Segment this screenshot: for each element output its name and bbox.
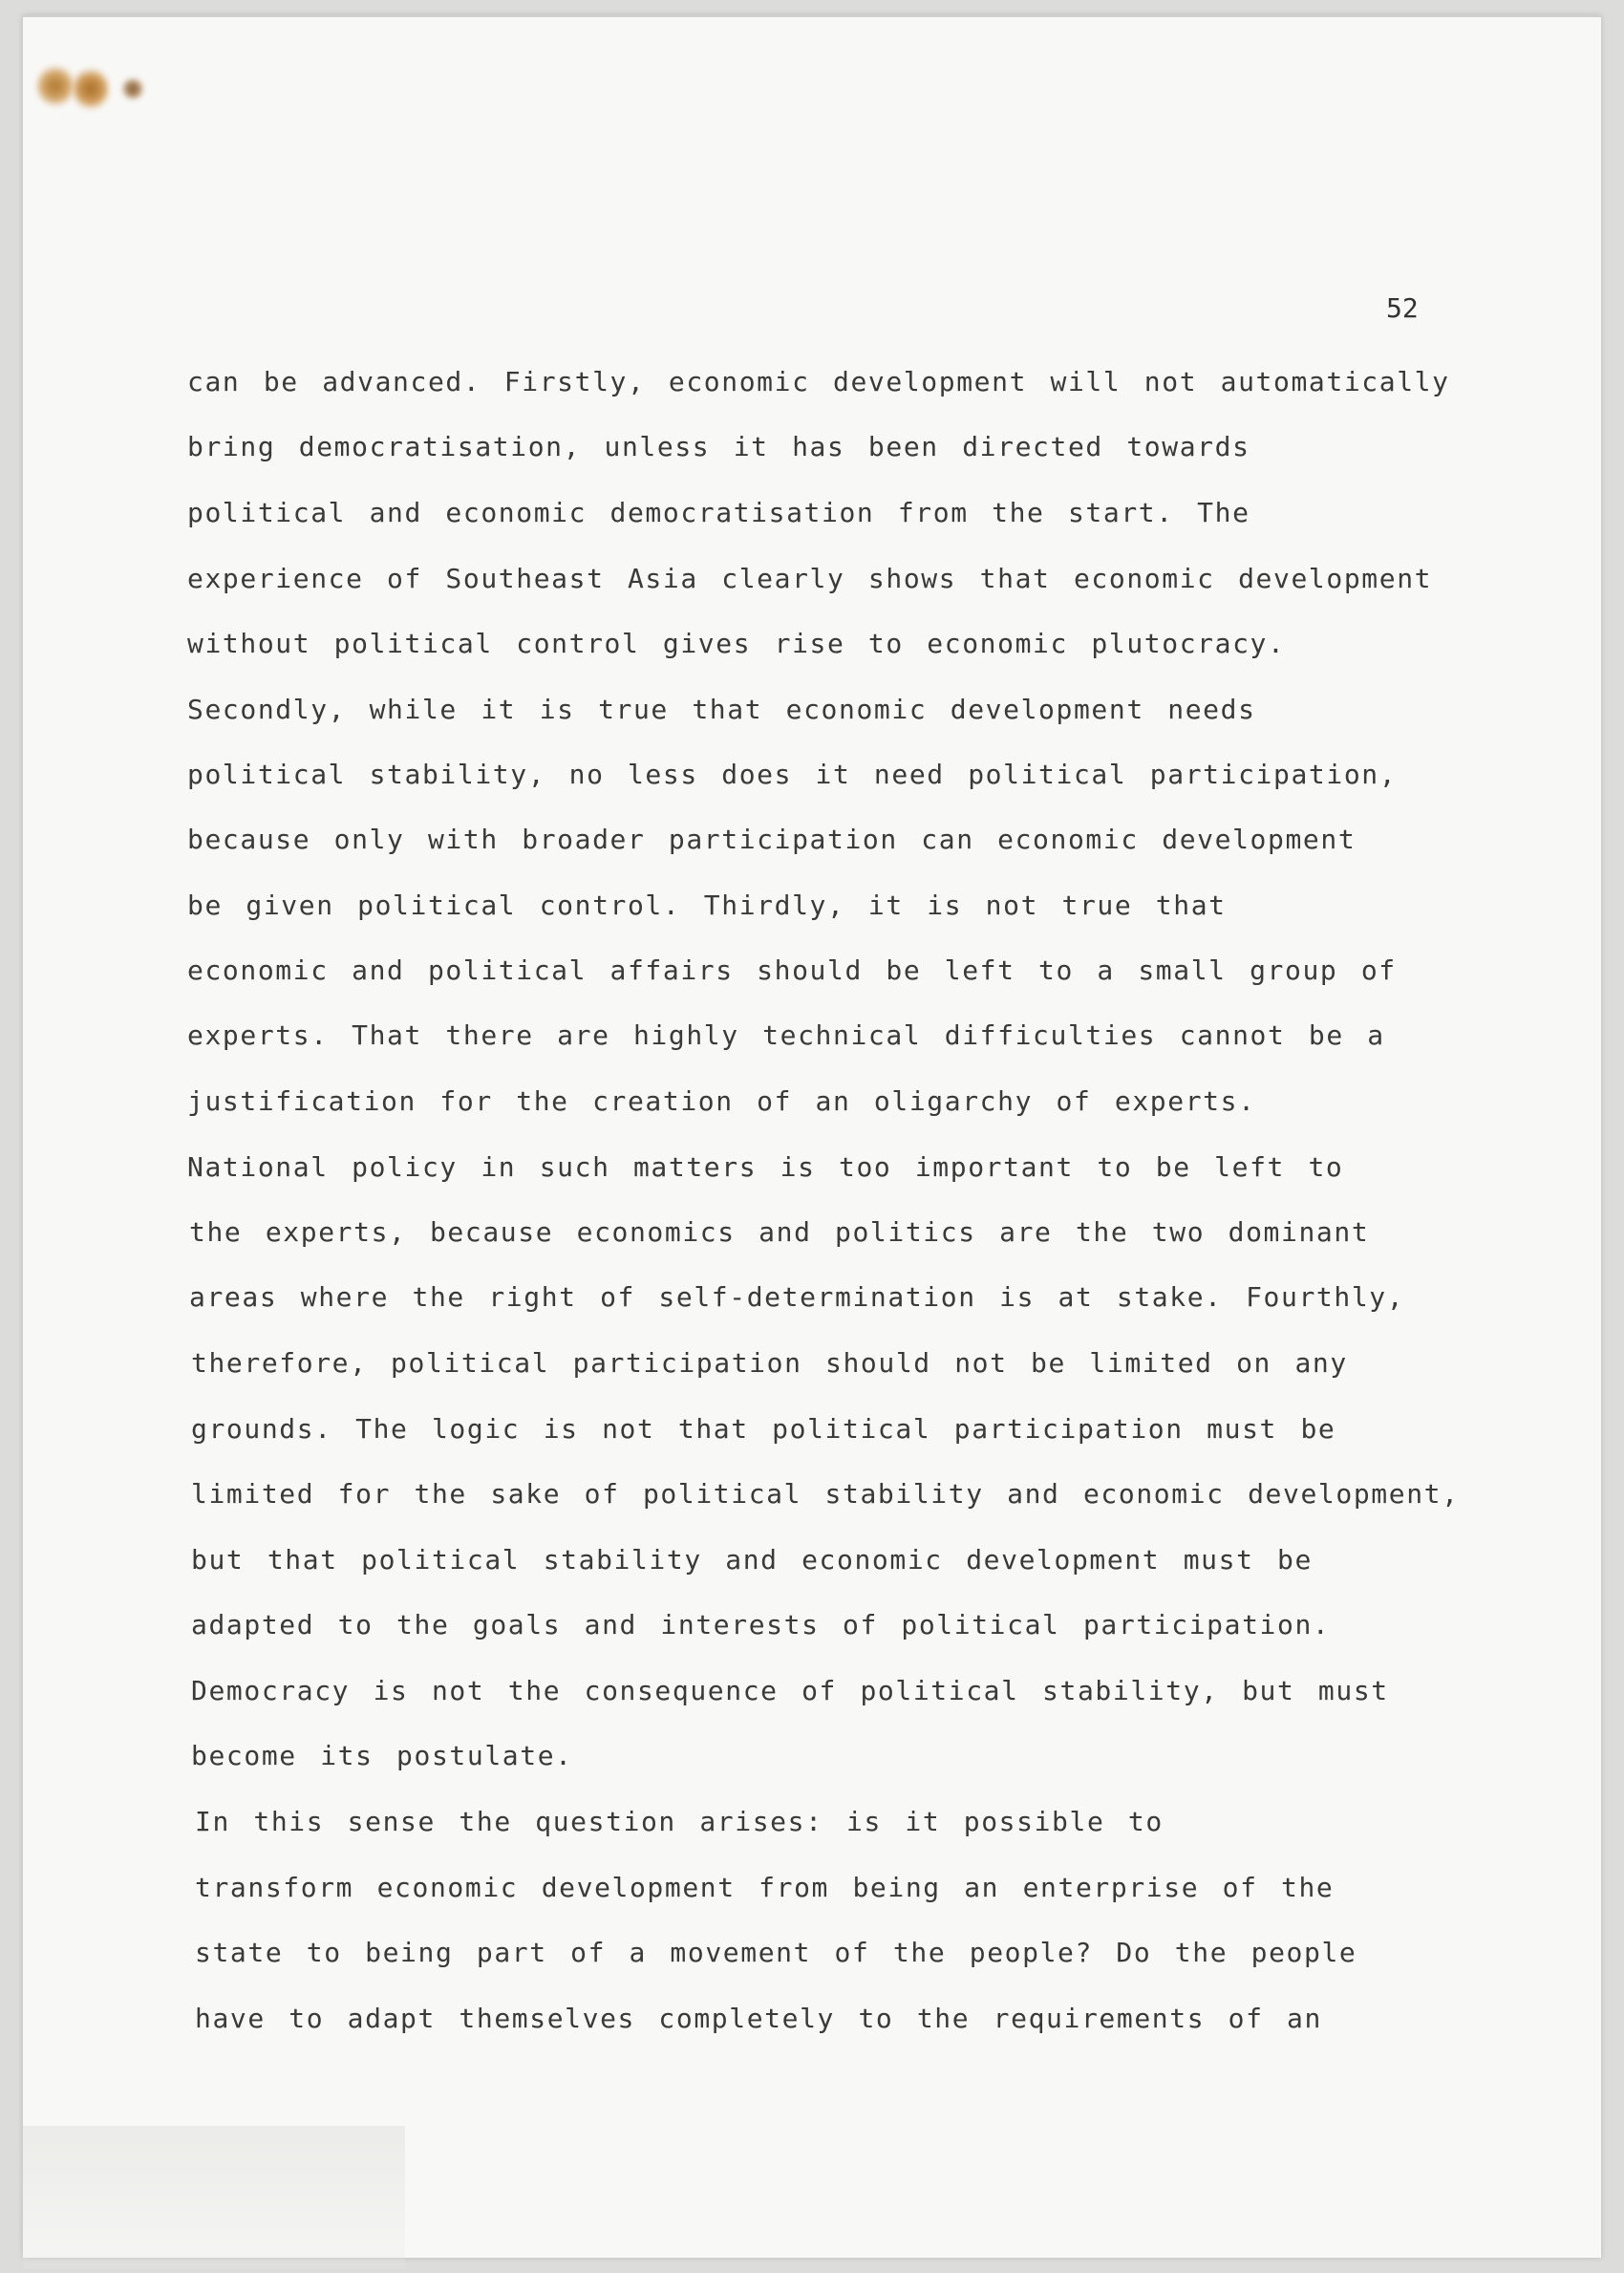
text-line: the experts, because economics and politics are the two dominant (189, 1216, 1370, 1248)
text-line: National policy in such matters is too important to be left to (187, 1151, 1344, 1183)
text-line: political stability, no less does it need political participation, (187, 759, 1398, 790)
foxing-stain (122, 78, 143, 99)
text-line: can be advanced. Firstly, economic development will not automatically (187, 366, 1450, 397)
text-line: justification for the creation of an oligarchy of experts. (187, 1085, 1256, 1117)
text-line: without political control gives rise to economic plutocracy. (187, 628, 1286, 659)
text-line: economic and political affairs should be left to a small group of (187, 954, 1397, 986)
text-line: adapted to the goals and interests of political participation. (191, 1609, 1331, 1640)
text-line: state to being part of a movement of the people? Do the people (195, 1937, 1357, 1968)
text-line: limited for the sake of political stability and economic development, (191, 1478, 1460, 1510)
text-line: become its postulate. (191, 1740, 573, 1771)
text-line: Democracy is not the consequence of political stability, but must (191, 1675, 1389, 1706)
document-page (23, 15, 1601, 2258)
text-line: bring democratisation, unless it has been directed towards (187, 431, 1250, 462)
text-line: therefore, political participation should not be limited on any (191, 1347, 1348, 1379)
text-line: experience of Southeast Asia clearly shows that economic development (187, 563, 1433, 594)
paper-shadow (23, 2126, 405, 2269)
page-number: 52 (1386, 292, 1419, 324)
text-line: but that political stability and economic development must be (191, 1544, 1313, 1576)
text-line: because only with broader participation can economic development (187, 824, 1357, 855)
foxing-stain (73, 67, 109, 111)
text-line: grounds. The logic is not that political participation must be (191, 1413, 1336, 1445)
text-line: experts. That there are highly technical difficulties cannot be a (187, 1019, 1385, 1051)
text-line: areas where the right of self-determination is at stake. Fourthly, (189, 1281, 1405, 1313)
text-line: Secondly, while it is true that economic development needs (187, 694, 1256, 725)
text-line: transform economic development from being an enterprise of the (195, 1872, 1335, 1903)
text-line: have to adapt themselves completely to the requirements of an (195, 2003, 1322, 2034)
foxing-stain (36, 65, 75, 107)
text-line: political and economic democratisation from the start. The (187, 497, 1250, 528)
text-line: In this sense the question arises: is it possible to (195, 1806, 1164, 1837)
text-line: be given political control. Thirdly, it is not true that (187, 890, 1227, 921)
